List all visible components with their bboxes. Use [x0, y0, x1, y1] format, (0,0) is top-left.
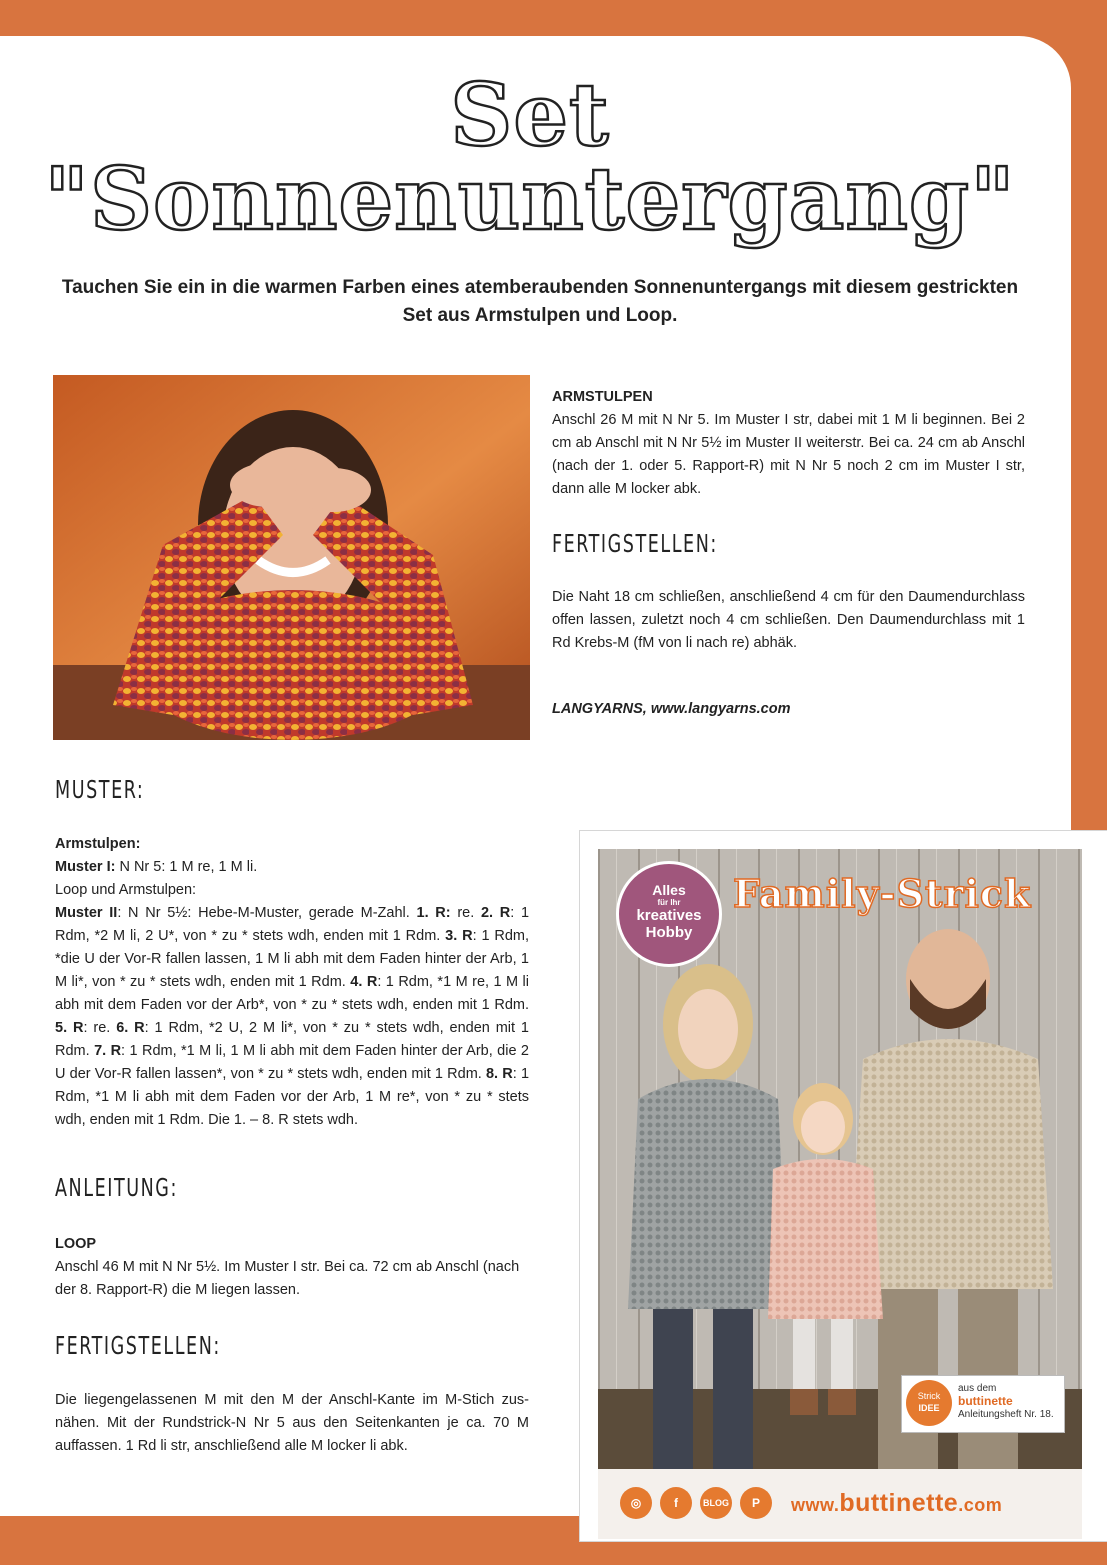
fertigstellen-2-heading: FERTIGSTELLEN: [55, 1331, 221, 1360]
muster-2-paragraph [55, 902, 529, 1132]
booklet-ad[interactable] [579, 830, 1107, 1542]
badge-line-4: Hobby [645, 924, 693, 941]
row-5-label: 5. R [55, 1020, 84, 1036]
row-3-label: 3. R [445, 928, 473, 944]
row-2-label: 2. R [480, 905, 511, 921]
row-8-label: 8. R [485, 1066, 513, 1082]
row-7-label: 7. R [94, 1043, 122, 1059]
strick-idee-brand: buttinette [958, 1394, 1013, 1408]
fertigstellen-1-heading: FERTIGSTELLEN: [552, 529, 718, 558]
url-prefix: www. [791, 1495, 840, 1515]
intro-text: Tauchen Sie ein in die warmen Farben eines atemberaubenden Sonnenuntergangs mit diesem gestrickten Set aus Armstulpen und Loop. [61, 277, 1019, 326]
title-line-2: "Sonnenuntergang" [44, 149, 1016, 250]
facebook-icon[interactable]: f [660, 1487, 692, 1519]
muster-1-text: N Nr 5: 1 M re, 1 M li. [115, 859, 258, 875]
row-4-text: : 1 Rdm, *1 M re, 1 M li abh mit dem Faden vor der Arb*, von * zu * stets wdh, enden mit 1 Rdm. [55, 974, 530, 1013]
url-suffix: .com [958, 1495, 1003, 1515]
strick-idee-text [958, 1382, 1054, 1421]
strick-idee-line-1: Strick [917, 1391, 941, 1401]
row-4-label: 4. R [350, 974, 378, 990]
muster-heading: MUSTER: [55, 775, 145, 804]
row-1-text: re. [450, 905, 481, 921]
armstulpen-photo [53, 375, 530, 740]
loop-heading: LOOP [55, 1236, 97, 1252]
blog-icon[interactable]: BLOG [700, 1487, 732, 1519]
armstulpen-section [552, 386, 1025, 501]
row-7-text: : 1 Rdm, *1 M li, 1 M li abh mit dem Faden hinter der Arb, die 2 U der Vor-R fallen lassen*, von * zu * stets wdh, enden mit 1 Rdm. [55, 1043, 530, 1082]
badge-line-2: für Ihr [657, 898, 681, 907]
booklet-cover [598, 849, 1082, 1539]
row-5-text: : re. [83, 1020, 117, 1036]
badge-line-1: Alles [652, 882, 686, 898]
row-8-text: : 1 Rdm, *1 M li abh mit dem Faden vor der Arb, 1 M re*, von * zu * stets wdh, enden mit 1 Rdm. Die 1. – 8. R stets wdh. [55, 1066, 530, 1128]
muster-section [55, 833, 529, 1132]
muster-heading-wrap [55, 775, 529, 804]
row-3-text: : 1 Rdm, *die U der Vor-R fallen lassen, 1 M li abh mit dem Faden hinter der Arb, 1 M li*, von * zu * stets wdh, enden mit 1 Rdm. [55, 928, 529, 990]
anleitung-section [55, 1233, 529, 1302]
row-6-text: : 1 Rdm, *2 U, 2 M li*, von * zu * stets wdh, enden mit 1 Rdm. [55, 1020, 529, 1059]
instagram-icon[interactable]: ◎ [620, 1487, 652, 1519]
armstulpen-heading: ARMSTULPEN [552, 389, 653, 405]
strick-idee-label [901, 1375, 1065, 1433]
pinterest-icon[interactable]: P [740, 1487, 772, 1519]
anleitung-heading-wrap [55, 1173, 529, 1202]
row-1-label: 1. R: [416, 905, 451, 921]
fertigstellen-2-text: Die liegengelassenen M mit den M der Anschl-Kante im M-Stich zus-nähen. Mit der Rundstrick-N Nr 5 aus den Seitenkanten je ca. 70 M auffassen. 1 Rd li str, anschließend alle M locker li abk. [55, 1392, 529, 1454]
booklet-footer [598, 1469, 1082, 1539]
credit-text: LANGYARNS, www.langyarns.com [552, 701, 791, 717]
fertigstellen-1-heading-wrap [552, 529, 1025, 558]
strick-idee-from: aus dem [958, 1383, 997, 1394]
anleitung-heading: ANLEITUNG: [55, 1173, 178, 1202]
fertigstellen-1-text: Die Naht 18 cm schließen, anschließend 4 cm für den Daumendurchlass offen lassen, zuletzt noch 4 cm schließen. Den Daumendurchlass mit 1 Rd Krebs-M (fM von li nach re) abhäk. [552, 589, 1025, 651]
booklet-title: Family-Strick [733, 871, 1032, 916]
muster-2-label: Muster II [55, 905, 118, 921]
row-6-label: 6. R [116, 1020, 145, 1036]
muster-1-line [55, 856, 529, 879]
muster-sub-armstulpen: Armstulpen: [55, 836, 141, 852]
hobby-badge [616, 861, 722, 967]
strick-idee-issue: Anleitungsheft Nr. 18. [958, 1409, 1054, 1420]
loop-text: Anschl 46 M mit N Nr 5½. Im Muster I str. Bei ca. 72 cm ab Anschl (nach der 8. Rapport-R) die M liegen lassen. [55, 1259, 520, 1298]
armstulpen-text: Anschl 26 M mit N Nr 5. Im Muster I str, dabei mit 1 M li beginnen. Bei 2 cm ab Anschl mit N Nr 5½ im Muster II weiterstr. Bei ca. 24 cm ab Anschl (nach der 1. oder 5. Rapport-R) mit N Nr 5 noch 2 cm im Muster I str, dann alle M locker abk. [552, 412, 1025, 497]
buttinette-url[interactable] [791, 1489, 1002, 1518]
badge-line-3: kreatives [636, 907, 702, 924]
muster-2-text: : N Nr 5½: Hebe-M-Muster, gerade M-Zahl. [117, 905, 417, 921]
title-line-1: Set [450, 65, 610, 166]
row-2-text: : 1 Rdm, *2 M li, 2 U*, von * zu * stets wdh, enden mit 1 Rdm. [55, 905, 530, 944]
muster-1-label: Muster I: [55, 859, 116, 875]
fertigstellen-2-heading-wrap [55, 1331, 529, 1360]
url-brand: buttinette [839, 1489, 959, 1517]
strick-idee-badge [906, 1380, 952, 1426]
muster-loop-line: Loop und Armstulpen: [55, 882, 197, 898]
strick-idee-line-2: IDEE [918, 1403, 940, 1413]
